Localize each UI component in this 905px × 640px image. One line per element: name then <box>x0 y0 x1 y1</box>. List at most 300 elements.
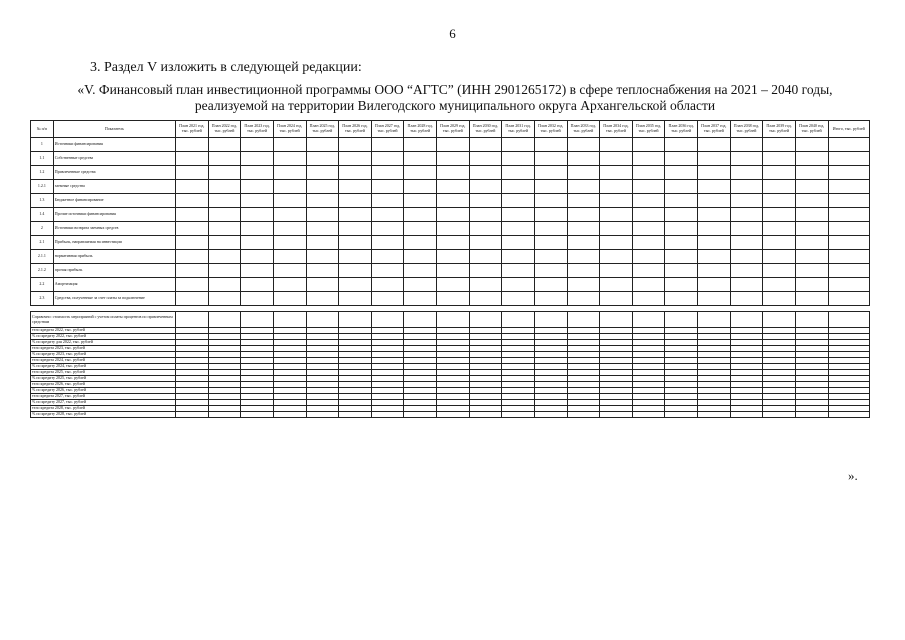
row-label: Привлеченные средства <box>53 166 175 180</box>
table-cell <box>469 180 502 194</box>
table-cell <box>339 292 372 306</box>
table-cell <box>665 152 698 166</box>
table-cell <box>306 166 339 180</box>
reference-label: % по кредиту 2025, тыс. рублей <box>31 376 176 382</box>
table-cell <box>176 236 209 250</box>
table-cell <box>306 412 339 418</box>
table-cell <box>534 264 567 278</box>
table-cell <box>404 138 437 152</box>
table-cell <box>600 236 633 250</box>
table-header-row <box>31 121 870 138</box>
table-cell <box>763 138 796 152</box>
column-header: План 2027 год, тыс. рублей <box>371 121 404 138</box>
table-row <box>31 222 870 236</box>
table-cell <box>241 208 274 222</box>
table-cell <box>795 180 828 194</box>
table-cell <box>176 312 209 328</box>
table-cell <box>306 278 339 292</box>
table-cell <box>502 292 535 306</box>
table-cell <box>534 222 567 236</box>
table-cell <box>176 180 209 194</box>
table-cell <box>763 222 796 236</box>
table-cell <box>437 166 470 180</box>
table-cell <box>306 208 339 222</box>
table-cell <box>828 236 870 250</box>
table-cell <box>632 292 665 306</box>
table-cell <box>600 208 633 222</box>
row-label: заемные средства <box>53 180 175 194</box>
table-cell <box>600 292 633 306</box>
table-cell <box>502 180 535 194</box>
table-cell <box>567 208 600 222</box>
table-cell <box>306 194 339 208</box>
table-cell <box>176 278 209 292</box>
table-cell <box>698 250 731 264</box>
table-cell <box>665 278 698 292</box>
row-label: Бюджетное финансирование <box>53 194 175 208</box>
table-cell <box>828 278 870 292</box>
table-cell <box>534 138 567 152</box>
column-header: План 2023 год, тыс. рублей <box>241 121 274 138</box>
table-cell <box>339 180 372 194</box>
table-cell <box>208 194 241 208</box>
table-cell <box>730 250 763 264</box>
table-cell <box>730 312 763 328</box>
table-cell <box>306 264 339 278</box>
column-header: План 2028 год, тыс. рублей <box>404 121 437 138</box>
column-header: План 2033 год, тыс. рублей <box>567 121 600 138</box>
table-cell <box>404 222 437 236</box>
table-cell <box>469 152 502 166</box>
reference-label: % по кредиту 2027, тыс. рублей <box>31 400 176 406</box>
table-cell <box>176 412 209 418</box>
reference-label: % по кредиту 2026, тыс. рублей <box>31 388 176 394</box>
table-row <box>31 278 870 292</box>
table-cell <box>763 250 796 264</box>
table-cell <box>208 166 241 180</box>
table-cell <box>437 250 470 264</box>
table-cell <box>534 236 567 250</box>
table-cell <box>698 152 731 166</box>
row-label: Прибыль, направляемая на инвестиции <box>53 236 175 250</box>
table-cell <box>404 292 437 306</box>
table-row <box>31 236 870 250</box>
table-row <box>31 264 870 278</box>
table-cell <box>273 180 306 194</box>
table-cell <box>502 138 535 152</box>
table-cell <box>208 292 241 306</box>
column-header: План 2040 год, тыс. рублей <box>795 121 828 138</box>
table-cell <box>241 292 274 306</box>
table-cell <box>339 166 372 180</box>
table-cell <box>273 152 306 166</box>
reference-label: тело кредита 2024, тыс. рублей <box>31 358 176 364</box>
table-cell <box>763 166 796 180</box>
table-cell <box>730 264 763 278</box>
table-cell <box>437 278 470 292</box>
table-row <box>31 166 870 180</box>
table-cell <box>469 166 502 180</box>
table-cell <box>567 152 600 166</box>
table-cell <box>273 222 306 236</box>
table-cell <box>404 180 437 194</box>
table-cell <box>534 180 567 194</box>
table-cell <box>273 138 306 152</box>
table-cell <box>241 222 274 236</box>
table-cell <box>208 264 241 278</box>
column-header: План 2021 год, тыс. рублей <box>176 121 209 138</box>
table-cell <box>665 180 698 194</box>
table-cell <box>502 264 535 278</box>
row-label: Средства, полученные за счет платы за подключение <box>53 292 175 306</box>
table-cell <box>665 194 698 208</box>
table-cell <box>273 194 306 208</box>
row-number: 1.1 <box>31 152 54 166</box>
table-cell <box>632 236 665 250</box>
table-cell <box>502 312 535 328</box>
table-cell <box>208 180 241 194</box>
table-cell <box>404 236 437 250</box>
table-cell <box>763 208 796 222</box>
table-cell <box>828 166 870 180</box>
table-cell <box>241 166 274 180</box>
table-cell <box>632 194 665 208</box>
table-cell <box>306 292 339 306</box>
table-cell <box>339 250 372 264</box>
table-cell <box>763 236 796 250</box>
table-cell <box>600 138 633 152</box>
table-cell <box>632 278 665 292</box>
table-cell <box>665 264 698 278</box>
closing-mark: ». <box>848 468 858 483</box>
table-cell <box>502 194 535 208</box>
table-cell <box>665 222 698 236</box>
column-header: План 2025 год, тыс. рублей <box>306 121 339 138</box>
table-cell <box>208 152 241 166</box>
table-cell <box>600 278 633 292</box>
table-cell <box>502 236 535 250</box>
table-cell <box>241 236 274 250</box>
table-cell <box>404 152 437 166</box>
table-cell <box>469 292 502 306</box>
table-cell <box>828 312 870 328</box>
table-cell <box>502 222 535 236</box>
table-cell <box>665 166 698 180</box>
table-body <box>31 138 870 418</box>
table-cell <box>795 292 828 306</box>
table-cell <box>339 236 372 250</box>
table-cell <box>437 138 470 152</box>
table-cell <box>600 412 633 418</box>
table-cell <box>632 138 665 152</box>
table-cell <box>404 166 437 180</box>
row-label: Прочие источники финансирования <box>53 208 175 222</box>
column-header: План 2024 год, тыс. рублей <box>273 121 306 138</box>
table-cell <box>698 138 731 152</box>
column-header: План 2035 год, тыс. рублей <box>632 121 665 138</box>
table-cell <box>763 194 796 208</box>
table-cell <box>208 312 241 328</box>
column-header: № п/п <box>31 121 54 138</box>
table-cell <box>469 278 502 292</box>
table-cell <box>632 208 665 222</box>
table-cell <box>795 222 828 236</box>
table-cell <box>502 278 535 292</box>
table-cell <box>404 250 437 264</box>
table-cell <box>273 312 306 328</box>
table-cell <box>208 208 241 222</box>
table-cell <box>339 208 372 222</box>
table-cell <box>502 152 535 166</box>
table-cell <box>306 250 339 264</box>
table-cell <box>339 194 372 208</box>
table-cell <box>502 166 535 180</box>
table-cell <box>339 312 372 328</box>
table-cell <box>828 264 870 278</box>
table-cell <box>828 208 870 222</box>
column-header: План 2026 год, тыс. рублей <box>339 121 372 138</box>
table-cell <box>371 208 404 222</box>
table-cell <box>665 412 698 418</box>
table-cell <box>437 236 470 250</box>
table-cell <box>567 222 600 236</box>
table-cell <box>567 250 600 264</box>
table-cell <box>534 194 567 208</box>
row-label: Собственные средства <box>53 152 175 166</box>
table-cell <box>795 278 828 292</box>
table-cell <box>698 166 731 180</box>
table-cell <box>665 208 698 222</box>
reference-label: тело кредита 2027, тыс. рублей <box>31 394 176 400</box>
table-cell <box>273 208 306 222</box>
table-cell <box>437 152 470 166</box>
row-label: Источники возврата заемных средств <box>53 222 175 236</box>
table-cell <box>469 312 502 328</box>
table-cell <box>828 152 870 166</box>
table-cell <box>208 278 241 292</box>
table-cell <box>241 264 274 278</box>
table-cell <box>567 264 600 278</box>
table-cell <box>534 250 567 264</box>
table-cell <box>469 264 502 278</box>
table-cell <box>828 180 870 194</box>
table-cell <box>567 138 600 152</box>
reference-label: % по кредиту 2022, тыс. рублей <box>31 334 176 340</box>
table-cell <box>241 138 274 152</box>
row-number: 2.3 <box>31 292 54 306</box>
column-header: План 2031 год, тыс. рублей <box>502 121 535 138</box>
document-title: «V. Финансовый план инвестиционной программы ООО “АГТС” (ИНН 2901265172) в сфере теплоснабжения на 2021 – 2040 годы, реализуемой на территории Вилегодского муниципального округа Архангельской области <box>77 82 833 113</box>
table-cell <box>339 138 372 152</box>
table-cell <box>469 222 502 236</box>
table-cell <box>208 250 241 264</box>
table-cell <box>698 194 731 208</box>
table-cell <box>632 312 665 328</box>
table-cell <box>241 278 274 292</box>
table-cell <box>698 222 731 236</box>
table-cell <box>567 180 600 194</box>
row-label: прочая прибыль <box>53 264 175 278</box>
table-cell <box>632 264 665 278</box>
table-cell <box>176 208 209 222</box>
table-cell <box>600 312 633 328</box>
table-cell <box>241 194 274 208</box>
table-cell <box>273 236 306 250</box>
reference-row <box>31 412 870 418</box>
table-cell <box>795 138 828 152</box>
column-header: План 2034 год, тыс. рублей <box>600 121 633 138</box>
table-row <box>31 152 870 166</box>
table-cell <box>437 180 470 194</box>
page-number: 6 <box>449 26 456 41</box>
table-cell <box>208 138 241 152</box>
table-cell <box>567 312 600 328</box>
table-cell <box>437 222 470 236</box>
table-cell <box>176 250 209 264</box>
table-cell <box>698 236 731 250</box>
table-cell <box>600 222 633 236</box>
column-header: Показатель <box>53 121 175 138</box>
table-cell <box>665 312 698 328</box>
table-cell <box>371 236 404 250</box>
table-cell <box>730 166 763 180</box>
table-cell <box>828 138 870 152</box>
table-cell <box>730 236 763 250</box>
table-cell <box>730 222 763 236</box>
table-cell <box>795 412 828 418</box>
table-cell <box>371 278 404 292</box>
table-cell <box>600 264 633 278</box>
table-cell <box>208 222 241 236</box>
row-label: Амортизация <box>53 278 175 292</box>
table-cell <box>795 152 828 166</box>
column-header: План 2039 год, тыс. рублей <box>763 121 796 138</box>
table-cell <box>306 138 339 152</box>
row-number: 2.1.1 <box>31 250 54 264</box>
table-cell <box>600 194 633 208</box>
table-cell <box>600 180 633 194</box>
reference-label: тело кредита 2022, тыс. рублей <box>31 328 176 334</box>
reference-label: % по кредиту 2028, тыс. рублей <box>31 412 176 418</box>
row-number: 2.1 <box>31 236 54 250</box>
table-cell <box>534 152 567 166</box>
table-cell <box>632 180 665 194</box>
table-cell <box>502 412 535 418</box>
table-cell <box>534 412 567 418</box>
column-header: Итого, тыс. рублей <box>828 121 870 138</box>
table-cell <box>828 250 870 264</box>
row-number: 1.3 <box>31 194 54 208</box>
table-row <box>31 250 870 264</box>
table-cell <box>730 138 763 152</box>
table-cell <box>176 292 209 306</box>
table-cell <box>600 250 633 264</box>
table-cell <box>632 152 665 166</box>
table-cell <box>534 208 567 222</box>
table-cell <box>371 412 404 418</box>
table-cell <box>404 278 437 292</box>
row-number: 1.4 <box>31 208 54 222</box>
table-cell <box>469 250 502 264</box>
table-cell <box>339 152 372 166</box>
table-cell <box>176 194 209 208</box>
table-row <box>31 194 870 208</box>
table-cell <box>698 412 731 418</box>
table-cell <box>469 194 502 208</box>
table-cell <box>371 292 404 306</box>
table-cell <box>176 166 209 180</box>
table-cell <box>828 412 870 418</box>
table-row <box>31 292 870 306</box>
table-cell <box>600 152 633 166</box>
table-cell <box>698 278 731 292</box>
row-number: 2.1.2 <box>31 264 54 278</box>
reference-label: тело кредита 2026, тыс. рублей <box>31 382 176 388</box>
column-header: План 2038 год, тыс. рублей <box>730 121 763 138</box>
table-cell <box>730 208 763 222</box>
column-header: План 2030 год, тыс. рублей <box>469 121 502 138</box>
table-cell <box>306 236 339 250</box>
table-cell <box>241 152 274 166</box>
table-cell <box>404 194 437 208</box>
lead-line: 3. Раздел V изложить в следующей редакции: <box>90 60 362 75</box>
table-cell <box>534 278 567 292</box>
table-cell <box>437 264 470 278</box>
table-cell <box>567 278 600 292</box>
table-cell <box>371 152 404 166</box>
table-cell <box>600 166 633 180</box>
table-cell <box>306 180 339 194</box>
table-cell <box>698 264 731 278</box>
table-cell <box>828 292 870 306</box>
table-cell <box>273 412 306 418</box>
table-cell <box>795 166 828 180</box>
row-number: 2 <box>31 222 54 236</box>
table-cell <box>371 180 404 194</box>
table-cell <box>339 264 372 278</box>
column-header: План 2022 год, тыс. рублей <box>208 121 241 138</box>
table-cell <box>404 208 437 222</box>
table-cell <box>208 412 241 418</box>
reference-label: тело кредита 2025, тыс. рублей <box>31 370 176 376</box>
row-label: нормативная прибыль <box>53 250 175 264</box>
table-cell <box>371 138 404 152</box>
table-cell <box>241 180 274 194</box>
table-cell <box>371 250 404 264</box>
table-cell <box>730 152 763 166</box>
table-cell <box>371 264 404 278</box>
table-cell <box>632 250 665 264</box>
table-cell <box>795 312 828 328</box>
reference-label: тело кредита 2028, тыс. рублей <box>31 406 176 412</box>
table-cell <box>273 292 306 306</box>
reference-row <box>31 312 870 328</box>
table-cell <box>795 194 828 208</box>
table-cell <box>339 412 372 418</box>
table-cell <box>273 166 306 180</box>
table-cell <box>437 312 470 328</box>
table-cell <box>273 278 306 292</box>
table-cell <box>176 152 209 166</box>
table-cell <box>241 312 274 328</box>
table-cell <box>371 194 404 208</box>
table-cell <box>763 278 796 292</box>
table-cell <box>208 236 241 250</box>
table-cell <box>730 180 763 194</box>
table-cell <box>763 264 796 278</box>
table-cell <box>665 138 698 152</box>
table-cell <box>469 236 502 250</box>
